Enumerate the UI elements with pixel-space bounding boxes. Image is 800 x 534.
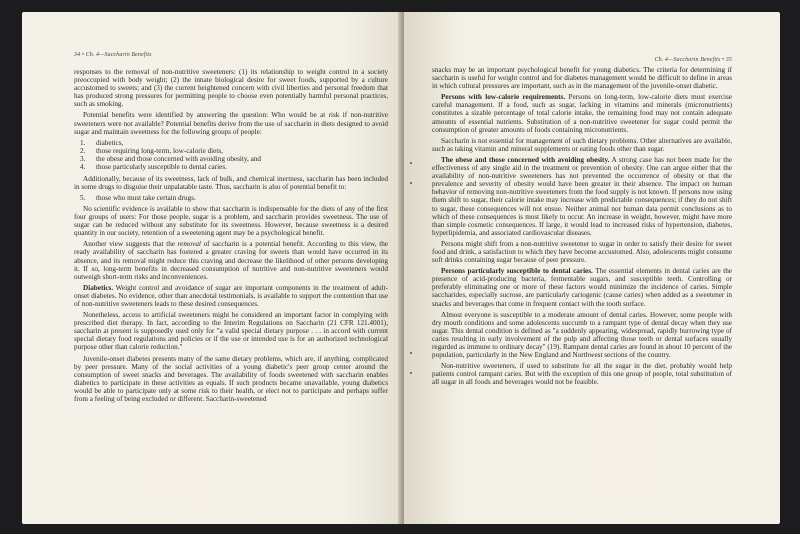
section-heading: Persons with low-calorie requirements. — [441, 93, 566, 102]
list-text: those requiring long-term, low-calorie diets, — [96, 146, 223, 155]
left-page — [22, 12, 402, 524]
text-run: The essential elements in dental caries are the presence of acid-producing bacteria, fermentable sugars, and susceptible teeth. Controlling or preferably eliminating one or more of these factors would minimize the incidence of caries. Simple saccharides, especially sucrose, are particularly cariogenic (cause caries) when added as a sweetener in snacks and beverages that come in frequent contact with the tooth surface. — [432, 267, 732, 308]
paragraph: Non-nutritive sweeteners, if used to substitute for all the sugar in the diet, probably would help patients control rampant caries. But with the exception of this one group of people, total substitution of all sugar in all foods and beverages would not be feasible. — [432, 362, 732, 387]
list-item — [74, 147, 388, 155]
paragraph: responses to the removal of non-nutritive sweeteners: (1) its relationship to weight control in a society preoccupied with body weight; (2) the innate biological desire for sweet foods, supported by a culture accustomed to sweets; and (3) the current heightened concern with civil liberties and personal freedom that has produced strong pressures for permitting people to choose even potentially harmful personal practices, such as smoking. — [74, 68, 388, 109]
text-run: Persons on long-term, low-calorie diets must exercise careful management. If a food, such as sugar, lacking in vitamins and minerals (micronutrients) constitutes a sizable percentage of total calorie intake, the remaining food may not contain adequate amounts of essential nutrients. Substitution of a non-nutritive sweetener for sugar could permit the consumption of greater amounts of foods containing micronutrients. — [432, 93, 732, 134]
running-head-right — [432, 57, 732, 63]
list-item — [74, 163, 388, 171]
running-head-left — [74, 52, 388, 58]
paragraph: snacks may be an important psychological benefit for young diabetics. The criteria for determining if saccharin is useful for weight control and for diabetes management would be difficult to define in areas in which cultural pressures are important, such as in the management of the juvenile-onset diabetic. — [432, 66, 732, 91]
paragraph: Persons might shift from a non-nutritive sweetener to sugar in order to satisfy their desire for sweet food and drink, a satisfaction to which they have become accustomed. Also, adolescents might consume soft drinks containing sugar because of peer pressure. — [432, 239, 732, 265]
paragraph: Potential benefits were identified by answering the question: Who would be at risk if non-nutritive sweeteners were not available? Potential benefits derive from the use of saccharin in diets designed to avoid sugar and maintain sweetness for the following groups of people: — [74, 111, 388, 136]
list-item — [74, 139, 388, 147]
list-number: 5. — [80, 193, 86, 202]
list-number: 4. — [80, 163, 86, 172]
paragraph: Saccharin is not essential for management of such dietary problems. Other alternatives are available, such as taking vitamin and mineral supplements or eating foods other than sugar. — [432, 136, 732, 153]
paragraph — [74, 240, 388, 280]
numbered-list — [74, 194, 388, 202]
chapter-title: Ch. 4—Saccharin Benefits — [85, 52, 152, 58]
list-text: the obese and those concerned with avoiding obesity, and — [96, 155, 261, 164]
list-number: 2. — [80, 146, 86, 155]
binding-hole — [410, 162, 412, 164]
section-heading: Diabetics. — [83, 283, 114, 292]
list-item — [74, 155, 388, 163]
paragraph: No scientific evidence is available to show that saccharin is indispensable for the diets of any of the first four groups of users: For those people, sugar is a problem, and saccharin provides sweetness. The use of sugar can be reduced without any substitute for its sweetness. However, because sweetness is a desired quantity in our society, retention of a sweetening agent may be a psychological benefit. — [74, 204, 388, 238]
page-number: 34 — [74, 52, 81, 58]
paragraph: Almost everyone is susceptible to a moderate amount of dental caries. However, some people with dry mouth conditions and some adolescents succumb to a rampant type of dental decay when they use sugar. This dental condition is defined as "a suddenly appearing, widespread, rapidly burrowing type of caries resulting in early involvement of the pulp and affecting those teeth or dental surfaces usually regarded as immune to ordinary decay" (19). Rampant dental caries are found in about 10 percent of the population, particularly in the New England and Northwest sections of the country. — [432, 310, 732, 360]
list-number: 3. — [80, 155, 86, 164]
paragraph: Additionally, because of its sweetness, lack of bulk, and chemical inertness, saccharin has been included in some drugs to disguise their unpalatable taste. Thus, saccharin is also of potential benefit to: — [74, 174, 388, 191]
paragraph — [432, 267, 732, 307]
list-item — [74, 194, 388, 202]
paragraph — [74, 284, 388, 308]
text-run: of saccharin is a potential benefit. According to this view, the ready availability of saccharin has fostered a greater craving for sweets than would have occurred in its absence, and its removal might reduce this craving and decrease the likelihood of other persons developing it. If so, long-term benefits in decreased consumption of nutritive and non-nutritive sweeteners would outweigh short-term risks and inconveniences. — [74, 240, 388, 281]
binding-hole — [410, 372, 412, 374]
emphasis: removal — [177, 240, 201, 249]
paragraph — [432, 156, 732, 237]
text-run: Weight control and avoidance of sugar are important components in the treatment of adult-onset diabetes. No evidence, other than anecdotal testimonials, is available to support the contention that use of non-nutritive sweeteners leads to these desired consequences. — [74, 283, 388, 308]
text-run: A strong case has not been made for the effectiveness of any single aid in the treatment or prevention of obesity. One can argue either that the availability of non-nutritive sweeteners has not prevented the occurrence of obesity or that the prevalence and severity of obesity would have been greater in their absence. The impact on human behavior of removing non-nutritive sweeteners from the food supply is not known. If persons now using them shift to sugar, their calorie intake may increase with predictable consequences; if they do not shift to sugar, these consequences will not ensue. Neither animal nor human data permit conclusions as to which of these consequences is most likely to occur. An increase in weight, however, might have more than simple cosmetic consequences. If large, it would lead to increased risks of hypertension, diabetes, hyperlipidemia, and associated cardiovascular diseases. — [432, 155, 732, 237]
paragraph — [432, 93, 732, 133]
paragraph: Juvenile-onset diabetes presents many of the same dietary problems, which are, if anything, complicated by peer pressure. Many of the social activities of a young diabetic's peer group center around the consumption of sweet snacks and beverages. The availability of foods sweetened with saccharin enables diabetics to participate in these activities as equals. If such products became unavailable, young diabetics would be able to participate only at some risk to their health, or elect not to participate and perhaps suffer from a feeling of being excluded or different. Saccharin-sweetened — [74, 354, 388, 404]
numbered-list — [74, 139, 388, 172]
list-text: those who must take certain drugs. — [96, 193, 196, 202]
book-spread — [22, 12, 780, 524]
page-number: 35 — [725, 57, 732, 63]
bullet: • — [81, 52, 85, 58]
chapter-title: Ch. 4—Saccharin Benefits — [654, 57, 721, 63]
paragraph: Nonetheless, access to artificial sweeteners might be considered an important factor in complying with prescribed diet therapy. In fact, according to the Interim Regulations on Saccharin (21 CFR 121.4001), saccharin at present is supposedly used only for "a valid special dietary purpose . . . in accord with current special dietary food regulations and policies or if the use or intended use is for an authorized technological purpose other than calorie reduction." — [74, 311, 388, 352]
binding-hole — [410, 352, 412, 354]
text-run: Another view suggests that the — [83, 240, 178, 249]
list-number: 1. — [80, 138, 86, 147]
binding-hole — [410, 182, 412, 184]
bullet: • — [721, 57, 725, 63]
right-page — [404, 12, 780, 524]
list-text: those particularly susceptible to dental caries. — [96, 163, 227, 172]
section-heading: The obese and those concerned with avoiding obesity. — [441, 155, 610, 164]
list-text: diabetics, — [96, 138, 124, 147]
section-heading: Persons particularly susceptible to dental caries. — [441, 267, 593, 276]
